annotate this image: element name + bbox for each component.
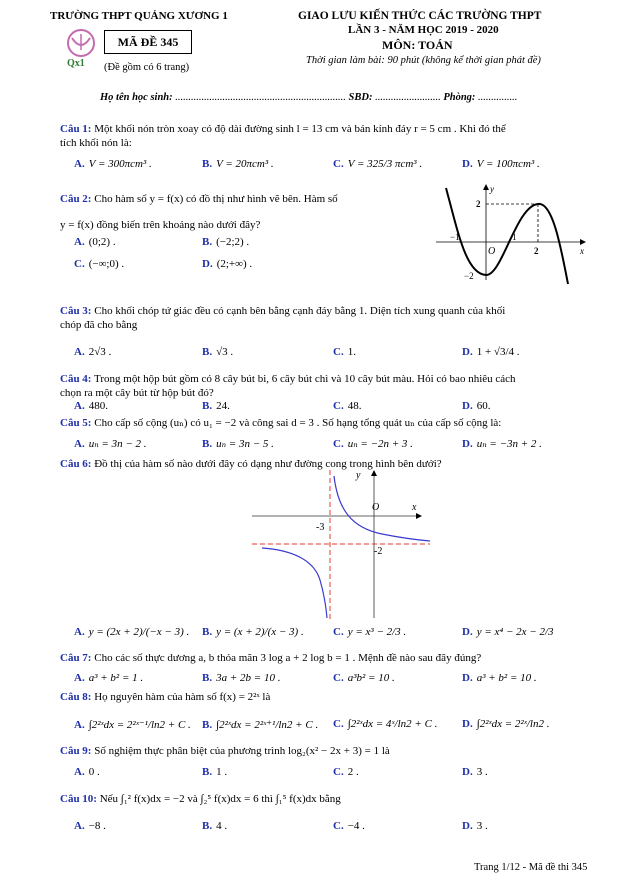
origin-label: O: [372, 502, 380, 513]
q7-option-d[interactable]: D. a³ + b² = 10 .: [462, 672, 537, 684]
question-text: Cho khối chóp tứ giác đều có cạnh bên bằng cạnh đáy bằng 1. Diện tích xung quanh của khối: [94, 305, 506, 317]
q7-option-b[interactable]: B. 3a + 2b = 10 .: [202, 672, 281, 684]
question-1: [60, 122, 600, 150]
question-number: Câu 10:: [60, 793, 97, 805]
tick-y-neg2: −2: [464, 271, 474, 281]
question-6: [60, 457, 600, 471]
q10-option-b[interactable]: B. 4 .: [202, 820, 228, 832]
q2-option-d[interactable]: D. (2;+∞) .: [202, 258, 253, 270]
x-axis-label: x: [412, 502, 417, 513]
q8-option-d[interactable]: D. ∫2²ˣdx = 2²ˣ/ln2 .: [462, 718, 550, 730]
question-text: Nếu ∫₁² f(x)dx = −2 và ∫₂⁵ f(x)dx = 6 thì ∫₁⁵ f(x)dx bằng: [99, 793, 341, 805]
tick-x-1: 1: [512, 232, 517, 242]
question-text: Cho hàm số y = f(x) có đồ thị như hình vẽ bên. Hàm số: [94, 193, 338, 205]
q3-option-b[interactable]: B. √3 .: [202, 346, 234, 358]
q3-option-d[interactable]: D. 1 + √3/4 .: [462, 346, 520, 358]
question-number: Câu 6:: [60, 458, 92, 470]
question-text-cont: y = f(x) đồng biến trên khoảng nào dưới đây?: [60, 219, 261, 231]
q4-option-d[interactable]: D. 60.: [462, 400, 491, 412]
q4-option-a[interactable]: A. 480.: [74, 400, 108, 412]
cubic-curve: [446, 188, 568, 284]
q6-option-a[interactable]: A. y = (2x + 2)/(−x − 3) .: [74, 626, 190, 638]
hyperbola-graph: [252, 470, 432, 620]
q3-option-c[interactable]: C. 1.: [333, 346, 356, 358]
q10-option-a[interactable]: A. −8 .: [74, 820, 106, 832]
q5-option-a[interactable]: A. uₙ = 3n − 2 .: [74, 438, 147, 450]
tick-x-2: 2: [534, 246, 539, 256]
exam-code-box: MÃ ĐỀ 345: [104, 30, 192, 54]
sbd-field[interactable]: .........................: [375, 92, 441, 103]
q7-option-c[interactable]: C. a³b² = 10 .: [333, 672, 395, 684]
question-number: Câu 9:: [60, 745, 92, 757]
school-name: TRƯỜNG THPT QUẢNG XƯƠNG 1: [50, 10, 228, 22]
question-text: Một khối nón tròn xoay có độ dài đường sinh l = 13 cm và bán kính đáy r = 5 cm . Khi đó thể: [94, 123, 506, 135]
y-axis-label: y: [490, 184, 494, 194]
subject-title: MÔN: TOÁN: [382, 38, 453, 52]
q10-option-c[interactable]: C. −4 .: [333, 820, 365, 832]
question-text: Trong một hộp bút gồm có 8 cây bút bi, 6 cây bút chì và 10 cây bút màu. Hỏi có bao nhiêu cách: [94, 373, 516, 385]
question-8: [60, 690, 600, 704]
tick-x-neg1: −1: [450, 232, 460, 242]
question-number: Câu 1:: [60, 123, 92, 135]
question-number: Câu 5:: [60, 417, 92, 429]
asymptote-x-label: -3: [316, 522, 325, 533]
room-label: Phòng:: [443, 92, 476, 103]
question-number: Câu 4:: [60, 373, 92, 385]
question-number: Câu 8:: [60, 691, 92, 703]
x-axis-label: x: [580, 246, 584, 256]
question-text: Số nghiệm thực phân biệt của phương trình log₂(x² − 2x + 3) = 1 là: [94, 745, 390, 757]
q2-option-c[interactable]: C. (−∞;0) .: [74, 258, 125, 270]
room-field[interactable]: ...............: [478, 92, 518, 103]
question-text: Cho các số thực dương a, b thỏa mãn 3 log a + 2 log b = 1 . Mệnh đề nào sau đây đúng?: [94, 652, 482, 664]
question-number: Câu 2:: [60, 193, 92, 205]
q7-option-a[interactable]: A. a³ + b² = 1 .: [74, 672, 144, 684]
q6-option-c[interactable]: C. y = x³ − 2/3 .: [333, 626, 407, 638]
question-text-cont: chóp đã cho bằng: [60, 319, 138, 331]
page-footer: Trang 1/12 - Mã đề thi 345: [474, 862, 588, 873]
school-logo: [64, 28, 98, 68]
asymptote-y-label: -2: [374, 546, 383, 557]
question-number: Câu 7:: [60, 652, 92, 664]
question-text: Đồ thị của hàm số nào dưới đây có dạng như đường cong trong hình bên dưới?: [94, 458, 442, 470]
question-10: [60, 792, 600, 806]
sbd-label: SBD:: [348, 92, 373, 103]
q5-option-c[interactable]: C. uₙ = −2n + 3 .: [333, 438, 413, 450]
q9-option-c[interactable]: C. 2 .: [333, 766, 359, 778]
q5-option-b[interactable]: B. uₙ = 3n − 5 .: [202, 438, 274, 450]
q6-option-d[interactable]: D. y = x⁴ − 2x − 2/3: [462, 626, 554, 638]
y-axis-label: y: [356, 470, 361, 481]
origin-label: O: [488, 246, 496, 257]
q3-option-a[interactable]: A. 2√3 .: [74, 346, 112, 358]
q5-option-d[interactable]: D. uₙ = −3n + 2 .: [462, 438, 542, 450]
question-9: [60, 744, 600, 758]
q8-option-b[interactable]: B. ∫2²ˣdx = 2²ˣ⁺¹/ln2 + C .: [202, 719, 319, 731]
question-5: [60, 416, 600, 430]
tick-y-2: 2: [476, 199, 481, 209]
q1-option-b[interactable]: B. V = 20πcm³ .: [202, 158, 274, 170]
q2-option-b[interactable]: B. (−2;2) .: [202, 236, 250, 248]
q6-option-b[interactable]: B. y = (x + 2)/(x − 3) .: [202, 626, 304, 638]
question-3: [60, 304, 600, 332]
cubic-graph: [430, 182, 590, 286]
question-text: Cho cấp số cộng (uₙ) có u₁ = −2 và công sai d = 3 . Số hạng tổng quát uₙ của cấp số cộng là:: [94, 417, 502, 429]
svg-text:Qx1: Qx1: [67, 58, 85, 68]
q1-option-c[interactable]: C. V = 325/3 πcm³ .: [333, 158, 423, 170]
q4-option-b[interactable]: B. 24.: [202, 400, 230, 412]
question-text: Họ nguyên hàm của hàm số f(x) = 2²ˣ là: [94, 691, 271, 703]
question-2: [60, 186, 416, 238]
q8-option-a[interactable]: A. ∫2²ˣdx = 2²ˣ⁻¹/ln2 + C .: [74, 719, 191, 731]
q9-option-d[interactable]: D. 3 .: [462, 766, 488, 778]
q1-option-d[interactable]: D. V = 100πcm³ .: [462, 158, 540, 170]
q1-option-a[interactable]: A. V = 300πcm³ .: [74, 158, 152, 170]
student-info-line: [100, 92, 517, 103]
q4-option-c[interactable]: C. 48.: [333, 400, 362, 412]
q9-option-b[interactable]: B. 1 .: [202, 766, 228, 778]
question-number: Câu 3:: [60, 305, 92, 317]
question-7: [60, 651, 600, 665]
q8-option-c[interactable]: C. ∫2²ˣdx = 4ˣ/ln2 + C .: [333, 718, 438, 730]
round-title: LẦN 3 - NĂM HỌC 2019 - 2020: [348, 24, 499, 36]
name-field[interactable]: .................................................................: [175, 92, 346, 103]
pages-note: (Đề gồm có 6 trang): [104, 62, 190, 73]
q2-option-a[interactable]: A. (0;2) .: [74, 236, 116, 248]
event-title: GIAO LƯU KIẾN THỨC CÁC TRƯỜNG THPT: [298, 10, 542, 22]
question-text-cont: chọn ra một cây bút từ hộp bút đó?: [60, 387, 214, 399]
name-label: Họ tên học sinh:: [100, 92, 173, 103]
q9-option-a[interactable]: A. 0 .: [74, 766, 100, 778]
question-4: [60, 372, 600, 400]
time-note: Thời gian làm bài: 90 phút (không kể thời gian phát đề): [306, 55, 541, 66]
q10-option-d[interactable]: D. 3 .: [462, 820, 488, 832]
hyperbola-left-branch: [262, 548, 327, 618]
question-text-cont: tích khối nón là:: [60, 137, 132, 149]
